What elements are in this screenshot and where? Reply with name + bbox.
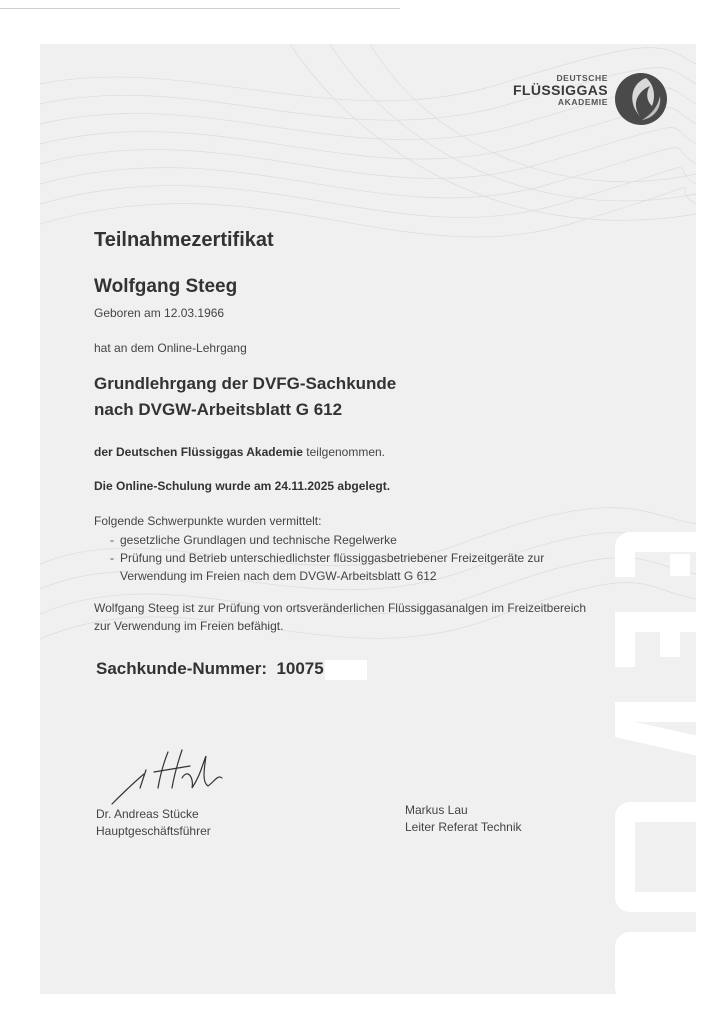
scan-edge-line <box>0 8 400 9</box>
logo-line-3: AKADEMIE <box>557 96 608 107</box>
participant-name: Wolfgang Steeg <box>94 276 238 297</box>
course-title-line-2: nach DVGW-Arbeitsblatt G 612 <box>94 400 343 419</box>
signer-right <box>405 802 522 837</box>
number-value: 10075 <box>276 659 324 678</box>
list-item: - gesetzliche Grundlagen und technische Regelwerke <box>110 533 397 547</box>
signer-name: Markus Lau <box>405 803 468 817</box>
topics-list <box>110 531 580 585</box>
page-title: Teilnahmezertifikat <box>94 229 274 251</box>
qualification-text: Wolfgang Steeg ist zur Prüfung von ortsveränderlichen Flüssiggasanalgen im Freizeitbereich zur Verwendung im Freien befähigt. <box>94 601 587 633</box>
dvfg-watermark <box>615 532 696 994</box>
signature-image <box>110 748 240 806</box>
redaction-box <box>325 660 367 680</box>
academy-suffix: teilgenommen. <box>302 445 386 459</box>
number-label: Sachkunde-Nummer: <box>96 659 267 678</box>
birth-date: Geboren am 12.03.1966 <box>94 306 225 320</box>
signer-name: Dr. Andreas Stücke <box>96 807 199 821</box>
dfa-logo <box>490 70 700 130</box>
sachkunde-number <box>96 659 367 680</box>
logo-line-1: DEUTSCHE <box>556 73 608 83</box>
completion-date: Die Online-Schulung wurde am 24.11.2025 abgelegt. <box>94 479 391 493</box>
signer-role: Leiter Referat Technik <box>405 820 522 835</box>
signer-role: Hauptgeschäftsführer <box>96 824 211 839</box>
logo-line-2: FLÜSSIGGAS <box>512 81 608 98</box>
academy-line <box>94 445 385 459</box>
topics-intro: Folgende Schwerpunkte wurden vermittelt: <box>94 514 322 528</box>
flame-logo-icon <box>612 70 670 128</box>
course-title-line-1: Grundlehrgang der DVFG-Sachkunde <box>94 374 397 393</box>
intro-text: hat an dem Online-Lehrgang <box>94 341 247 355</box>
academy-name: der Deutschen Flüssiggas Akademie <box>94 445 303 459</box>
list-item: - Prüfung und Betrieb unterschiedlichster flüssiggasbetriebener Freizeitgeräte zur Verwendung im Freien nach dem DVGW-Arbeitsblatt G 612 <box>110 551 545 583</box>
signer-left <box>96 806 211 841</box>
